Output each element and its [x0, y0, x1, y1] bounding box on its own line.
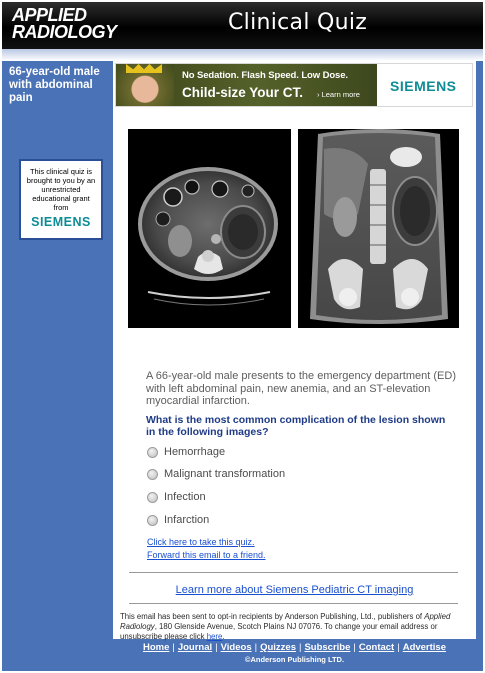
divider: [129, 572, 458, 573]
answer-option[interactable]: [147, 445, 225, 459]
footer-link-contact[interactable]: Contact: [358, 642, 395, 653]
banner-child-photo: [116, 64, 174, 106]
footer-link-subscribe[interactable]: Subscribe: [304, 642, 351, 653]
page-title: Clinical Quiz: [228, 10, 368, 35]
copyright: ©Anderson Publishing LTD.: [244, 655, 345, 664]
header-bar: [2, 2, 483, 49]
disclaimer-part2: , 180 Glenside Avenue, Scotch Plains NJ 07076. To change your email address or unsubscribe please click: [120, 621, 438, 641]
answer-option[interactable]: [147, 513, 209, 527]
learn-more-siemens-link[interactable]: Learn more about Siemens Pediatric CT imaging: [175, 584, 414, 596]
answer-label: Hemorrhage: [164, 446, 226, 458]
main-content: [113, 61, 476, 639]
siemens-logo: SIEMENS: [31, 215, 91, 229]
question-block: [146, 370, 456, 438]
disclaimer-part1: This email has been sent to opt-in recipients by Anderson Publishing, Ltd., publishers of: [120, 612, 425, 621]
footer-link-advertise[interactable]: Advertise: [402, 642, 447, 653]
applied-radiology-logo[interactable]: [12, 7, 122, 41]
email-page: [2, 2, 483, 671]
footer-link-videos[interactable]: Videos: [220, 642, 252, 653]
banner-logo-box: [377, 64, 472, 106]
footer-link-home[interactable]: Home: [142, 642, 170, 653]
answer-label: Malignant transformation: [164, 468, 286, 480]
ct-axial-image: [128, 129, 291, 328]
quiz-question: What is the most common complication of the lesion shown in the following images?: [146, 413, 446, 438]
sponsor-box[interactable]: [19, 159, 103, 240]
radio-button-icon[interactable]: [147, 515, 158, 526]
answer-label: Infection: [164, 491, 206, 503]
case-title: 66-year-old male with abdominal pain: [9, 66, 100, 104]
footer-link-quizzes[interactable]: Quizzes: [260, 642, 296, 653]
footer-link-journal[interactable]: Journal: [177, 642, 213, 653]
radio-button-icon[interactable]: [147, 469, 158, 480]
footer-nav: Home | Journal | Videos | Quizzes | Subscribe | Contact | Advertise: [142, 642, 447, 653]
logo-line1: APPLIED: [12, 5, 87, 25]
radio-button-icon[interactable]: [147, 492, 158, 503]
sponsor-text: This clinical quiz is brought to you by an unrestricted educational grant from: [26, 167, 96, 212]
answer-option[interactable]: [147, 490, 206, 504]
unsubscribe-link[interactable]: here: [206, 631, 223, 641]
publication-name: Applied Radiology: [120, 612, 451, 631]
answer-option[interactable]: [147, 467, 285, 481]
logo-line2: RADIOLOGY: [12, 22, 117, 42]
header-gradient-band: [2, 49, 483, 61]
case-description: A 66-year-old male presents to the emergency department (ED) with left abdominal pain, new anemia, and an ST-elevation myocardial infarction.: [146, 370, 456, 407]
disclaimer-text: [120, 612, 468, 641]
take-quiz-link[interactable]: Click here to take this quiz.: [147, 537, 255, 547]
banner-learn-more-link[interactable]: › Learn more: [317, 90, 360, 99]
banner-tagline: No Sedation. Flash Speed. Low Dose.: [182, 70, 348, 81]
crown-icon: [126, 64, 162, 73]
answer-label: Infarction: [164, 514, 210, 526]
banner-siemens-logo: SIEMENS: [390, 78, 457, 94]
banner-headline: Child-size Your CT.: [182, 85, 304, 100]
disclaimer-end: .: [222, 631, 225, 641]
banner-ad[interactable]: [115, 63, 473, 107]
radio-button-icon[interactable]: [147, 447, 158, 458]
divider: [129, 603, 458, 604]
ct-coronal-image: [298, 129, 459, 328]
forward-email-link[interactable]: Forward this email to a friend.: [147, 550, 266, 560]
